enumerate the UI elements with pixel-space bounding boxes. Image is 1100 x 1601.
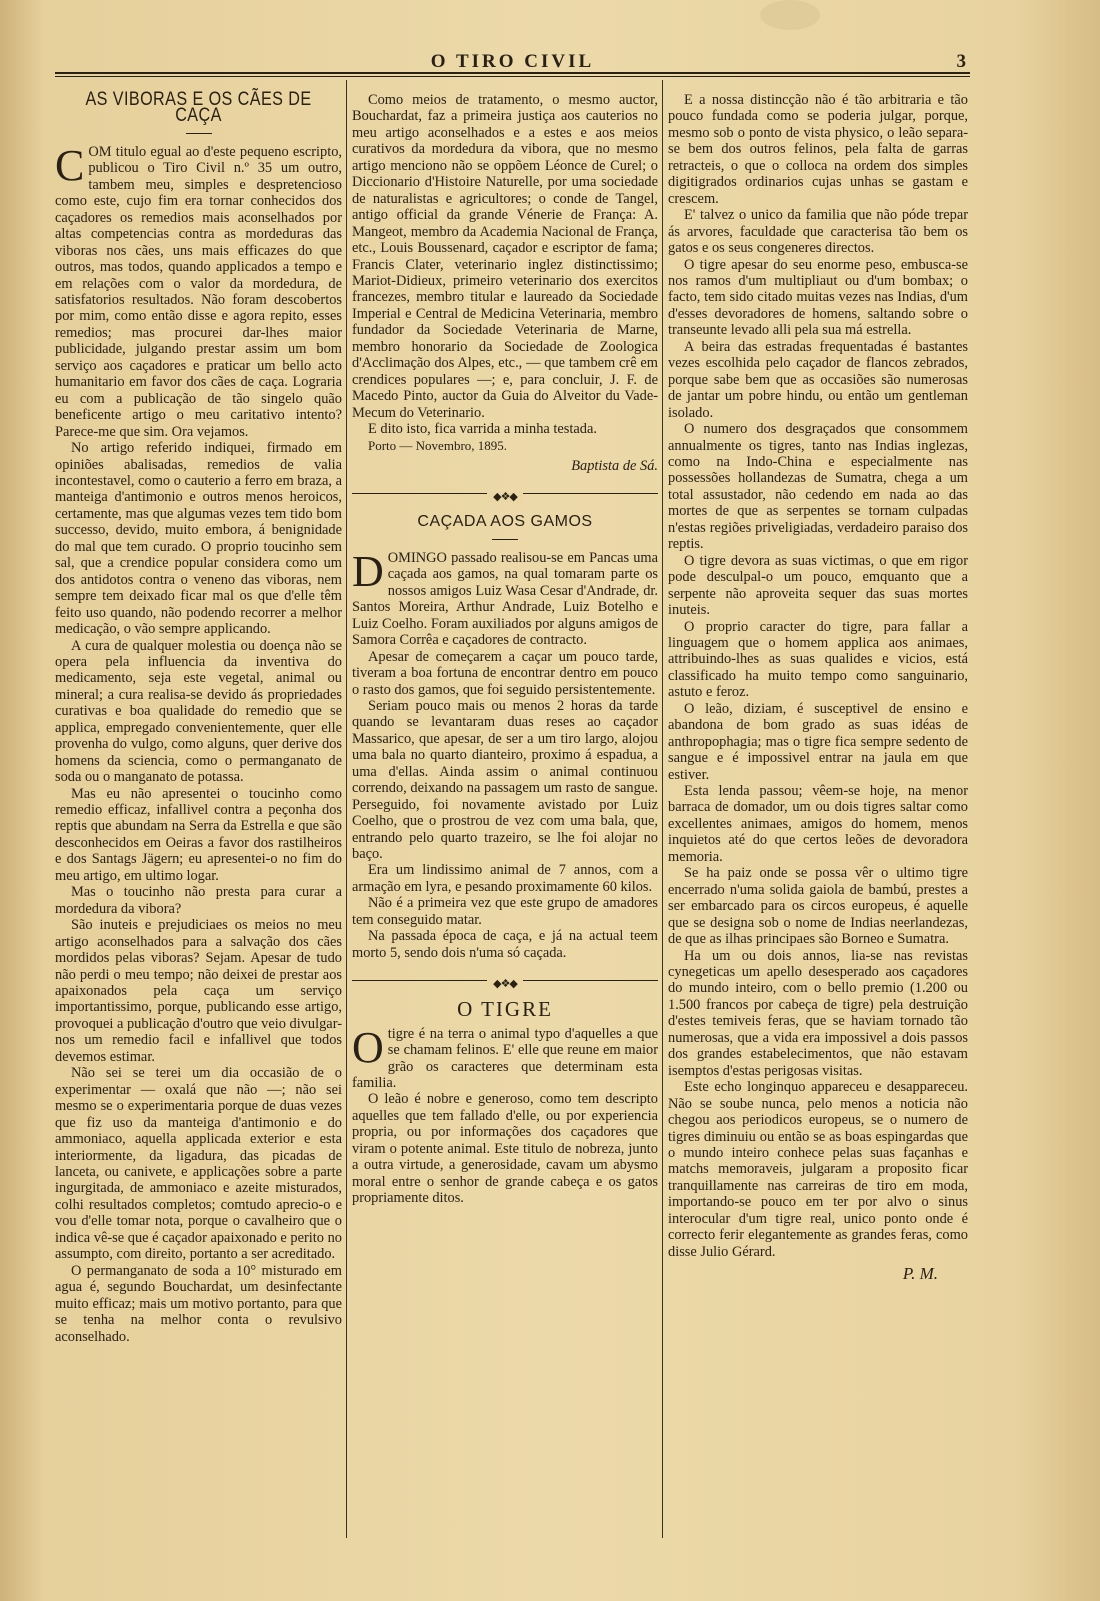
paragraph: Ha um ou dois annos, lia-se nas revistas cynegeticas um apello desesperado aos caçadores do mundo inteiro, com o bello premio (1.200 ou 1.500 francos por cabeça de tigre) pela destruição d'estes temiveis feras, que se haviam tornado tão numerosas, que a vida era impossivel a dois passos dos grandes estabelecimentos, que não estavam isemptos d'estas perigosas visitas. [668, 947, 968, 1079]
paragraph: A beira das estradas frequentadas é bastantes vezes escolhida pelo caçador de flancos zebrados, porque sabe bem que as occasiões são numerosas de jantar um pobre hindu, ou então um gentleman isolado. [668, 338, 968, 421]
paragraph: O proprio caracter do tigre, para fallar a linguagem que o homem applica aos animaes, attribuindo-lhes as suas qualides e vicios, está classificado ha muito tempo como sanguinario, astuto e feroz. [668, 618, 968, 701]
title-underline [492, 539, 518, 540]
paragraph: Apesar de começarem a caçar um pouco tarde, tiveram a boa fortuna de encontrar dentro em pouco o rasto dos gamos, que foi seguido persistentemente. [352, 648, 658, 698]
paragraph: O numero dos desgraçados que consommem annualmente os tigres, tanto nas Indias inglezas, como na Indo-China e especialmente nas possessões hollandezas de Sumatra, chega a um total assustador, não cedendo em nada ao das mortes de que as serpentes se tornam culpadas n'estas regiões priveligiadas, verdadeiro paraiso dos reptis. [668, 421, 968, 553]
title-underline [186, 133, 212, 134]
paragraph: E' talvez o unico da familia que não póde trepar ás arvores, faculdade que caracterisa tão bem os gatos e os seus congeneres directos. [668, 207, 968, 257]
paragraph: Na passada época de caça, e já na actual teem morto 5, sendo dois n'uma só caçada. [352, 928, 658, 961]
column-divider [662, 80, 663, 1538]
dropcap: D [352, 546, 384, 596]
paragraph: Mas o toucinho não presta para curar a mordedura da vibora? [55, 884, 342, 917]
paragraph: São inuteis e prejudiciaes os meios no meu artigo aconselhados para a salvação dos cães mordidos pelas viboras? Sejam. Apesar de tudo não perdi o meu tempo; não deixei de prestar aos apaixonados pela caça um serviço importantissimo, porque, publicando esse artigo, provoquei a publicação d'outro que veio divulgar-nos um remedio facil e infallivel que todos devemos estimar. [55, 917, 342, 1065]
paragraph: A cura de qualquer molestia ou doença não se opera pela influencia da inventiva do medicamento, seja este vegetal, animal ou mineral; a cura realisa-se devido ás propriedades curativas e boa qualidade do remedio que se applica, empregado convenientemente, quer elle provenha do vulgo, como alguns, quer derive dos homens da sciencia, como o permanganato de soda ou o manganato de potassa. [55, 637, 342, 786]
paragraph: Otigre é na terra o animal typo d'aquelles a que se chamam felinos. E' elle que reune em maior grão os caracteres que determinam esta familia. [352, 1022, 658, 1092]
paragraph: Não é a primeira vez que este grupo de amadores tem conseguido matar. [352, 895, 658, 928]
page-header [55, 48, 970, 74]
article-date: Porto — Novembro, 1895. [368, 437, 508, 453]
paragraph: Mas eu não apresentei o toucinho como remedio efficaz, infallivel contra a peçonha dos reptis que abundam na Serra da Estrella e que são desconhecidos em Oeiras a favor dos rastilheiros e dos Santags Jägern; eu apresentei-o no fim do meu artigo, em ultimo logar. [55, 785, 342, 884]
paper-stain [760, 0, 820, 30]
article-signature: Baptista de Sá. [571, 457, 658, 474]
page-number: 3 [956, 51, 966, 72]
paragraph: Seriam pouco mais ou menos 2 horas da tarde quando se levantaram duas reses ao caçador Massarico, que apesar, de ser a um tiro largo, alojou uma bala no quarto dianteiro, proximo á espadua, a uma d'ellas. Ainda assim o animal continuou correndo, deixando na passagem um rasto de sangue. Perseguido, foi novamente avistado por Luiz Coelho, que o prostrou de vez com uma bala, que, entrando pelo quarto trazeiro, se lhe foi alojar no baço. [352, 697, 658, 863]
dropcap: C [55, 140, 85, 190]
paragraph: O tigre apesar do seu enorme peso, embusca-se nos ramos d'um multipliaut ou d'um bombax; o facto, tem sido citado muitas vezes nas Indias, d'um d'esses devoradores de homens, saltando sobre o transeunte levado alli pela sua má estrella. [668, 256, 968, 339]
article-title-gamos: CAÇADA AOS GAMOS [417, 513, 593, 531]
column-divider [346, 80, 347, 1538]
paragraph: Se ha paiz onde se possa vêr o ultimo tigre encerrado n'uma solida gaiola de bambú, prestes a ser embarcado para os circos europeus, é aquelle que se designa sob o nome de Indias neerlandezas, de que as ilhas principaes são Borneo e Sumatra. [668, 865, 968, 948]
dropcap: O [352, 1022, 384, 1072]
column-3 [668, 92, 968, 1283]
paragraph: O leão, diziam, é susceptivel de ensino e abandona de bom grado as suas idéas de anthropophagia; mas o tigre fica sempre sedento de sangue e é impossivel entrar na jaula em que estiver. [668, 700, 968, 783]
article-title-tigre: O TIGRE [457, 997, 553, 1022]
header-rule [55, 72, 970, 74]
paragraph: Não sei se terei um dia occasião de o experimentar — oxalá que não —; não sei mesmo se o experimentaria porque de duas vezes que fiz uso da manteiga d'antimonio e do ammoniaco, aquella applicada exterior e esta interiormente, da ligadura, das picadas de lanceta, ou canivete, e applicações sobre a parte ingurgitada, de ammoniaco e azeite misturados, colhi resultados completos; comtudo aprecio-o e vou d'elle tomar nota, porque o cavalheiro que o indica vê-se que é caçador apaixonado e perito no assumpto, com direito, portanto a ser acreditado. [55, 1065, 342, 1263]
paragraph: No artigo referido indiquei, firmado em opiniões abalisadas, remedios de valia incontestavel, como o cauterio a ferro em braza, a manteiga d'antimonio e outros menos heroicos, certamente, mas que algumas vezes tem tido bom successo, devido, muito embora, á benignidade do mal que tem curado. O proprio toucinho sem sal, que a crendice popular considera como um dos antidotos contra o veneno das viboras, nem sempre tem deixado ficar mal os que d'elle têm feito uso quando, não podendo recorrer a melhor medicação, o vão sempre applicando. [55, 440, 342, 638]
paragraph: Como meios de tratamento, o mesmo auctor, Bouchardat, faz a primeira justiça aos cauterios no meu artigo aconselhados e a estes e aos meios curativos da mordedura da vibora, que no mesmo artigo menciono não se oppõem Léonce de Curel; o Diccionario d'Histoire Naturelle, por uma sociedade de naturalistas e agricultores; o conde de Tangel, antigo official da grande Vénerie de França: A. Mangeot, membro da Academia Nacional de França, etc., Louis Boussenard, caçador e escriptor de fama; Francis Clater, veterinario inglez distinctissimo; Mariot-Didieux, primeiro veterinario dos exercitos francezes, membro titular e laureado da Sociedade Imperial e Central de Medicina Veterinaria, membro fundador da Sociedade Veterinaria de Marne, membro honorario da Sociedade de Zoologica d'Acclimação dos Alpes, etc., — que tambem crê em crendices populares —; e, para concluir, J. F. de Macedo Pinto, auctor da Guia do Alveitor du Vade-Mecum do Veterinario. [352, 92, 658, 421]
paragraph: O leão é nobre e generoso, como tem descripto aquelles que tem fallado d'elle, ou por experiencia propria, ou por informações dos caçadores que viram o potente animal. Este titulo de nobreza, junto a outra virtude, a generosidade, cavam um abysmo moral entre o senhor de grande cabeça e os gatos propriamente ditos. [352, 1091, 658, 1207]
ornament-divider: ◆❖◆ [352, 488, 658, 500]
paragraph: Era um lindissimo animal de 7 annos, com a armação em lyra, e pesando proximamente 60 kilos. [352, 862, 658, 895]
column-1 [55, 89, 342, 1345]
article-title-viboras: AS VIBORAS E OS CÃES DE CAÇA [85, 89, 312, 127]
paragraph: E dito isto, fica varrida a minha testada. [368, 421, 597, 438]
paragraph: COM titulo egual ao d'este pequeno escripto, publicou o Tiro Civil n.º 35 um outro, tambem meu, simples e despretencioso como este, cujo fim era tornar conhecidos dos caçadores os remedios mais aconselhados por altas competencias contra as mordeduras das viboras nos cães, uns mais efficazes do que outros, mas todos, quando applicados a tempo e em relações com o valor da mordedura, de satisfatorios resultados. Não foram descobertos por mim, como então disse e agora repito, esses remedios; mas procurei dar-lhes maior publicidade, julgando prestar assim um bom serviço aos caçadores e praticar um bello acto humanitario em favor dos cães de caça. Lograria eu com a publicação de tão singelo quão beneficente artigo o meu caritativo intento? Parece-me que sim. Ora vejamos. [55, 140, 342, 440]
header-rule-thin [55, 76, 970, 77]
paragraph: O permanganato de soda a 10° misturado em agua é, segundo Bouchardat, um desinfectante muito efficaz; mais um motivo portanto, para que se tenha na melhor conta o revulsivo aconselhado. [55, 1262, 342, 1345]
newspaper-title: O TIRO CIVIL [430, 51, 595, 72]
paragraph: Este echo longinquo appareceu e desappareceu. Não se soube nunca, pelo menos a noticia não chegou aos periodicos europeus, se o numero de tigres diminuiu ou então se as boas espingardas que o mundo inteiro conhece pelas suas façanhas e matchs memoraveis, julgaram a proposito ficar tranquillamente nas carreiras de tiro em moda, importando-se pouco em ter por alvo o sinus interocular d'um tigre real, unico ponto onde é correcto ferir elegantemente as grandes feras, como disse Julio Gérard. [668, 1079, 968, 1260]
article-signature: P. M. [902, 1264, 938, 1284]
column-2 [352, 92, 658, 1207]
paragraph: O tigre devora as suas victimas, o que em rigor pode desculpal-o um pouco, emquanto que a serpente não aproveita sequer das suas mortes inuteis. [668, 552, 968, 619]
ornament-divider: ◆❖◆ [352, 975, 658, 987]
paragraph: DOMINGO passado realisou-se em Pancas uma caçada aos gamos, na qual tomaram parte os nossos amigos Luiz Wasa Cesar d'Andrade, dr. Santos Moreira, Arthur Andrade, Luiz Botelho e Luiz Coelho. Foram auxiliados por alguns amigos de Samora Corrêa e caçadores de contracto. [352, 546, 658, 649]
paragraph: Esta lenda passou; vêem-se hoje, na menor barraca de domador, um ou dois tigres saltar como excellentes animaes, amigos do homem, menos inquietos até do que certos leões de devoradora memoria. [668, 783, 968, 865]
paragraph: E a nossa distincção não é tão arbitraria e tão pouco fundada como se poderia julgar, porque, mesmo sob o ponto de vista physico, o leão separa-se bem dos outros felinos, pela falta de garras retracteis, o que o colloca na ordem dos simples digitigrados ordinarios cujas unhas se gastam e crescem. [668, 92, 968, 207]
